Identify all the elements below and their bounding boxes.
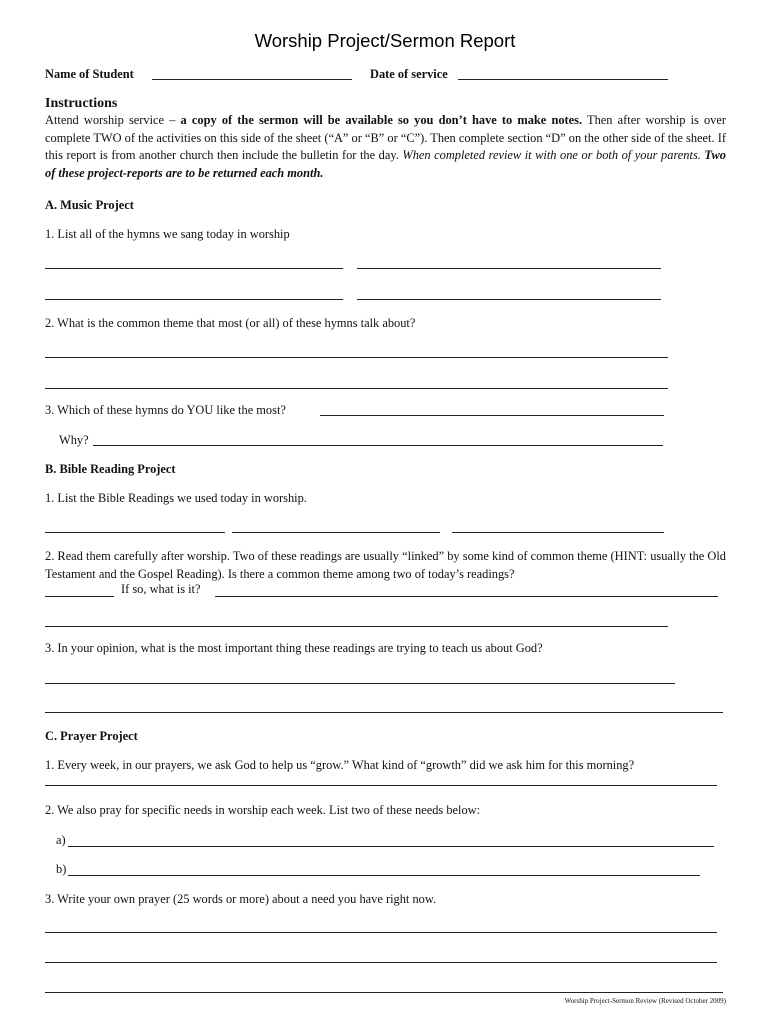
prayer-answer-line[interactable]: [45, 932, 717, 933]
reading-answer-line[interactable]: [452, 532, 664, 533]
theme-answer-line[interactable]: [45, 388, 668, 389]
prayer-answer-line[interactable]: [45, 992, 723, 993]
instructions-part-3: Then after worship is over complete TWO of the activities on this side of the sheet (“A” or “B” or “C”). Then complete section “D” on the other side of the sheet. If this report is from another church then include the bulletin for the day.: [45, 113, 726, 162]
instructions-text: [45, 112, 726, 182]
prayer-q1: 1. Every week, in our prayers, we ask God to help us “grow.” What kind of “growth” did we ask him for this morning?: [45, 758, 635, 772]
page-footer: Worship Project-Sermon Review (Revised October 2009): [564, 997, 726, 1005]
prayer-project-heading: C. Prayer Project: [45, 729, 138, 743]
music-project-heading: A. Music Project: [45, 198, 134, 212]
theme-answer-line[interactable]: [45, 357, 668, 358]
instructions-heading: Instructions: [45, 96, 118, 111]
prayer-answer-line[interactable]: [45, 962, 717, 963]
bible-q3: 3. In your opinion, what is the most important thing these readings are trying to teach us about God?: [45, 641, 543, 655]
prayer-q2: 2. We also pray for specific needs in worship each week. List two of these needs below:: [45, 803, 481, 817]
page-title: Worship Project/Sermon Report: [254, 30, 516, 51]
favorite-hymn-field[interactable]: [320, 415, 664, 416]
music-q3: 3. Which of these hymns do YOU like the most?: [45, 403, 286, 417]
prayer-q3: 3. Write your own prayer (25 words or more) about a need you have right now.: [45, 892, 437, 906]
why-answer-field[interactable]: [93, 445, 663, 446]
reading-answer-line[interactable]: [45, 532, 225, 533]
hymn-answer-line[interactable]: [357, 299, 661, 300]
hymn-answer-line[interactable]: [357, 268, 661, 269]
need-b-label: b): [56, 862, 67, 876]
instructions-part-4: When completed review it with one or both of your parents.: [402, 148, 705, 162]
instructions-part-5: Two of these project-reports are to be returned each month.: [45, 148, 726, 180]
teaching-answer-line[interactable]: [45, 683, 675, 684]
music-q2: 2. What is the common theme that most (or all) of these hymns talk about?: [45, 316, 416, 330]
bible-reading-heading: B. Bible Reading Project: [45, 462, 176, 476]
need-b-field[interactable]: [68, 875, 700, 876]
service-date-label: Date of service: [370, 67, 448, 81]
need-a-field[interactable]: [68, 846, 714, 847]
common-theme-answer-line[interactable]: [45, 626, 668, 627]
bible-q2-followup: If so, what is it?: [121, 582, 201, 596]
music-q3-why: Why?: [59, 433, 89, 447]
need-a-label: a): [56, 833, 66, 847]
hymn-answer-line[interactable]: [45, 299, 343, 300]
teaching-answer-line[interactable]: [45, 712, 723, 713]
bible-q2: 2. Read them carefully after worship. Two of these readings are usually “linked” by some kind of common theme (HINT: usually the Old Testament and the Gospel Reading). Is there a common theme among two of today’s readings?: [45, 549, 726, 581]
hymn-answer-line[interactable]: [45, 268, 343, 269]
reading-answer-line[interactable]: [232, 532, 440, 533]
common-theme-answer-field[interactable]: [215, 596, 718, 597]
student-name-label: Name of Student: [45, 67, 134, 81]
student-name-field[interactable]: [152, 79, 352, 80]
instructions-part-1: Attend worship service –: [45, 113, 181, 127]
bible-q1: 1. List the Bible Readings we used today in worship.: [45, 491, 307, 505]
common-theme-yes-no-field[interactable]: [45, 596, 114, 597]
service-date-field[interactable]: [458, 79, 668, 80]
instructions-part-2: a copy of the sermon will be available so you don’t have to make notes.: [180, 113, 583, 127]
growth-answer-line[interactable]: [45, 785, 717, 786]
music-q1: 1. List all of the hymns we sang today in worship: [45, 227, 290, 241]
